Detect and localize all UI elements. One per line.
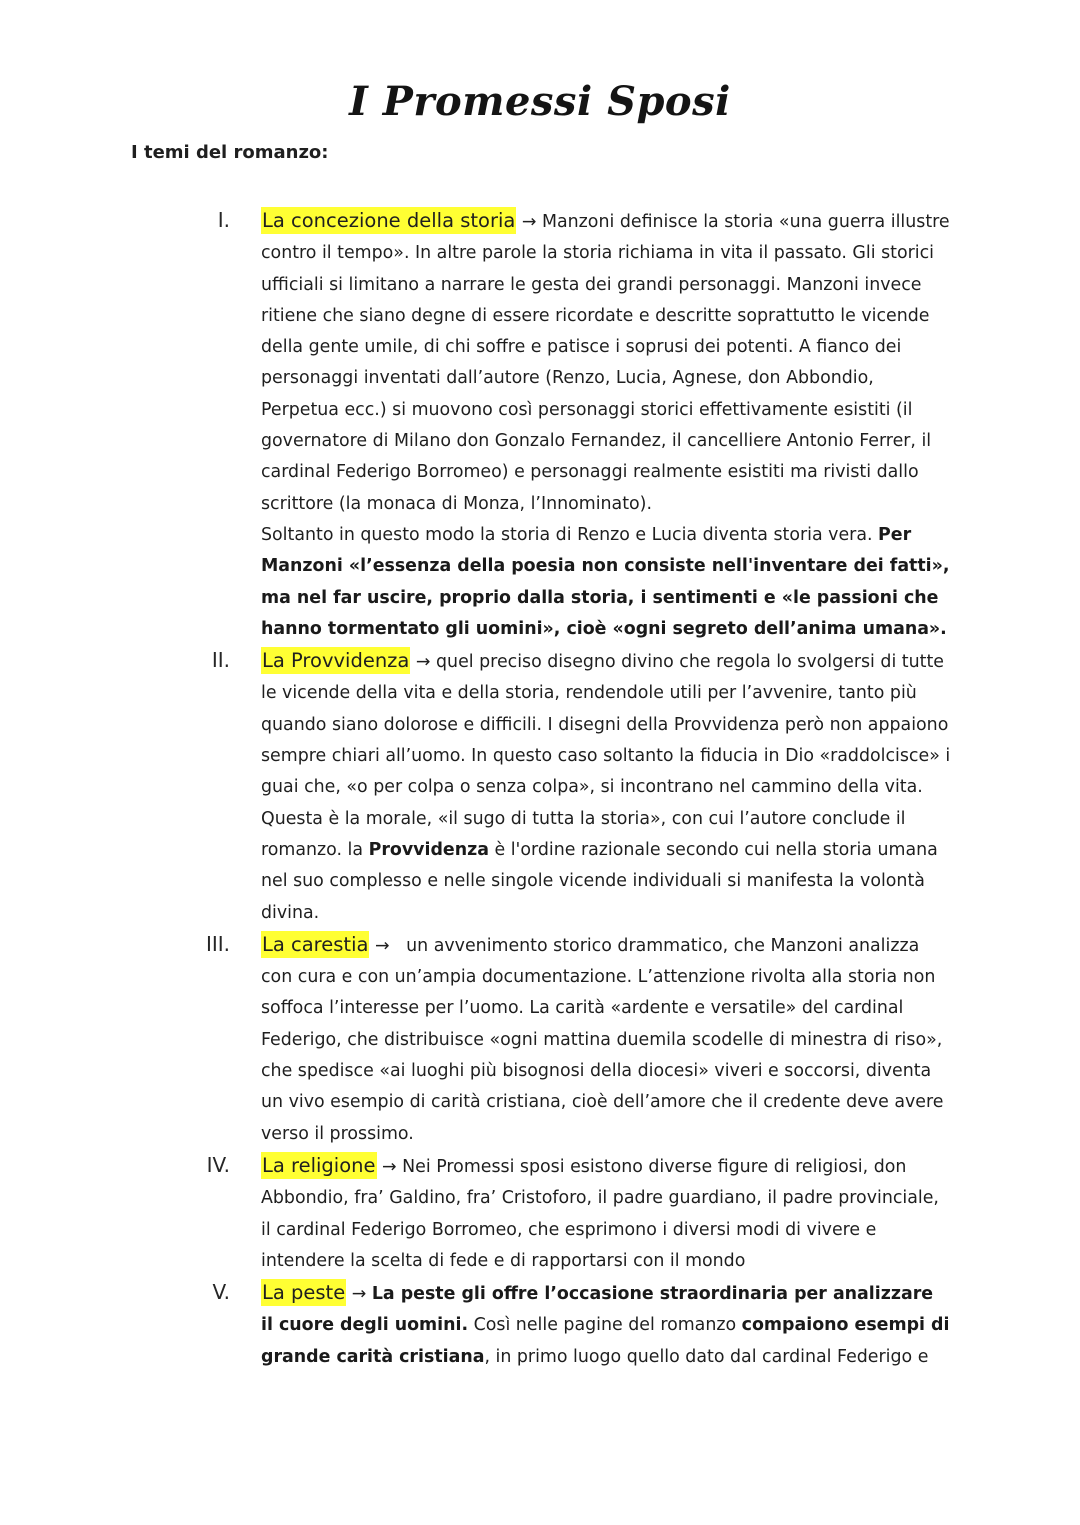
theme-heading-highlighted: La concezione della storia xyxy=(262,209,516,232)
theme-item-storia xyxy=(0,205,951,645)
arrow-icon: → xyxy=(374,935,390,956)
document-title: I Promessi Sposi xyxy=(349,78,731,125)
arrow-icon: → xyxy=(382,1156,397,1177)
theme-text-bold: compaiono esempi di grande carità cristiana xyxy=(261,1315,950,1367)
list-numeral: III. xyxy=(205,931,230,956)
theme-heading-highlighted: La peste xyxy=(262,1281,346,1305)
theme-text-bold: La peste gli offre l’occasione straordinaria per analizzare il cuore degli uomini. xyxy=(261,1284,934,1336)
themes-list xyxy=(0,205,1080,1373)
theme-heading-highlighted: La carestia xyxy=(262,932,369,956)
list-numeral: V. xyxy=(212,1280,230,1305)
arrow-icon: → xyxy=(351,1284,367,1305)
theme-text: Manzoni definisce la storia «una guerra illustre contro il tempo». In altre parole la storia richiama in vita il passato. Gli storici ufficiali si limitano a narrare le gesta dei grandi personaggi. Manzoni invece ritiene che siano degne di essere ricordate e descritte soprattutto le vicende della gente umile, di chi soffre e patisce i soprusi dei potenti. A fianco dei personaggi inventati dall’autore (Renzo, Lucia, Agnese, don Abbondio, Perpetua ecc.) si muovono così personaggi storici effettivamente esistiti (il governatore di Milano don Gonzalo Fernandez, il cancelliere Antonio Ferrer, il cardinal Federigo Borromeo) e personaggi realmente esistiti ma rivisti dallo scrittore (la monaca di Monza, l’Innominato). xyxy=(261,212,950,514)
theme-paragraph xyxy=(261,1277,951,1373)
theme-heading-highlighted: La Provvidenza xyxy=(262,649,410,673)
arrow-icon: → xyxy=(415,652,431,673)
theme-text: Nei Promessi sposi esistono diverse figure di religiosi, don Abbondio, fra’ Galdino, fra’ Cristoforo, il padre guardiano, il padre provinciale, il cardinal Federigo Borromeo, che esprimono i diversi modi di vivere e intendere la scelta di fede e di rapportarsi con il mondo xyxy=(261,1156,939,1271)
theme-text-bold: Per Manzoni «l’essenza della poesia non consiste nell'inventare dei fatti», ma nel far uscire, proprio dalla storia, i sentimenti e «le passioni che hanno tormentato gli uomini», cioè «ogni segreto dell’anima umana». xyxy=(261,524,950,639)
theme-heading-highlighted: La religione xyxy=(262,1153,376,1177)
theme-paragraph xyxy=(261,1150,951,1277)
theme-item-peste xyxy=(0,1277,951,1373)
list-numeral: I. xyxy=(217,208,230,232)
theme-item-religione xyxy=(0,1150,951,1277)
list-numeral: II. xyxy=(211,648,230,673)
list-numeral: IV. xyxy=(206,1152,230,1177)
theme-text: è l'ordine razionale secondo cui nella storia umana nel suo complesso e nelle singole vicende individuali si manifesta la volontà divina. xyxy=(261,839,938,923)
theme-text: Così nelle pagine del romanzo xyxy=(473,1315,737,1336)
arrow-icon: → xyxy=(521,212,537,232)
theme-item-provvidenza xyxy=(0,645,951,929)
theme-item-carestia xyxy=(0,929,951,1150)
theme-text: un avvenimento storico drammatico, che Manzoni analizza con cura e con un’ampia documentazione. L’attenzione rivolta alla storia non soffoca l’interesse per l’uomo. La carità «ardente e versatile» del cardinal Federigo, che distribuisce «ogni mattina duemila scodelle di minestra di riso», che spedisce «ai luoghi più bisognosi della diocesi» viveri e soccorsi, diventa un vivo esempio di carità cristiana, cioè dell’amore che il credente deve avere verso il prossimo. xyxy=(261,935,944,1144)
theme-paragraph xyxy=(261,645,951,929)
document-subtitle: I temi del romanzo: xyxy=(131,142,329,163)
theme-text: quel preciso disegno divino che regola lo svolgersi di tutte le vicende della vita e della storia, rendendole utili per l’avvenire, tanto più quando siano dolorose e difficili. I disegni della Provvidenza però non appaiono sempre chiari all’uomo. In questo caso soltanto la fiducia in Dio «raddolcisce» i guai che, «o per colpa o senza colpa», si incontrano nel cammino della vita. Questa è la morale, «il sugo di tutta la storia», con cui l’autore conclude il romanzo. la xyxy=(261,652,951,860)
theme-text: Soltanto in questo modo la storia di Renzo e Lucia diventa storia vera. xyxy=(261,524,873,545)
theme-paragraph xyxy=(261,520,951,645)
theme-paragraph xyxy=(261,929,951,1150)
theme-paragraph xyxy=(261,205,951,520)
theme-text: , in primo luogo quello dato dal cardinal Federigo e xyxy=(484,1346,929,1367)
theme-text-bold: Provvidenza xyxy=(368,839,489,860)
